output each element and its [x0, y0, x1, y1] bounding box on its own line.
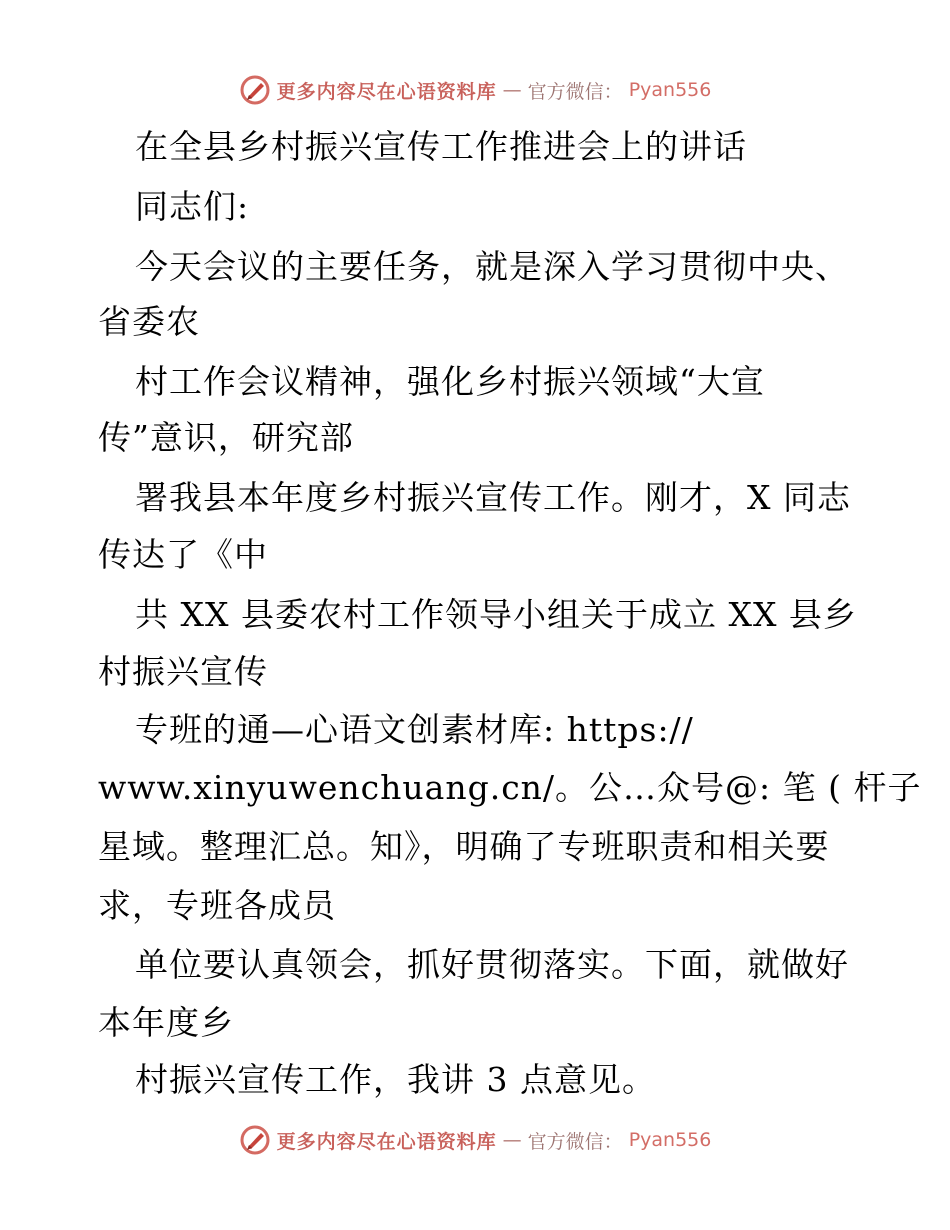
- footer-watermark: [0, 1120, 950, 1160]
- salutation: 同志们:: [135, 187, 250, 226]
- paragraph-line: 星域。整理汇总。知》，明确了专班职责和相关要: [98, 827, 830, 866]
- paragraph-line: 署我县本年度乡村振兴宣传工作。刚才，X 同志: [135, 478, 851, 517]
- pen-logo-icon: [239, 1124, 271, 1156]
- paragraph-line: 单位要认真领会，抓好贯彻落实。下面，就做好: [135, 945, 849, 984]
- watermark-official-label: 官方微信：: [527, 1130, 623, 1153]
- paragraph-line: 省委农: [98, 302, 200, 341]
- paragraph-line: www.xinyuwenchuang.cn/。公…众号@: 笔 ( 杆子: [98, 768, 922, 807]
- document-title: 在全县乡村振兴宣传工作推进会上的讲话: [135, 127, 747, 166]
- paragraph-line: 村工作会议精神，强化乡村振兴领域“大宣: [135, 362, 765, 401]
- watermark-separator: —: [502, 79, 522, 101]
- paragraph-line: 专班的通—心语文创素材库: https://: [135, 710, 694, 749]
- watermark-brand: 更多内容尽在心语资料库: [276, 80, 497, 103]
- paragraph-line: 求，专班各成员: [98, 886, 336, 925]
- watermark-wechat-id: Pyan556: [628, 1129, 712, 1151]
- paragraph-line: 村振兴宣传: [98, 652, 268, 691]
- paragraph-line: 传达了《中: [98, 535, 268, 574]
- watermark-separator: —: [502, 1129, 522, 1151]
- paragraph-line: 今天会议的主要任务，就是深入学习贯彻中央、: [135, 247, 849, 286]
- watermark-wechat-id: Pyan556: [628, 79, 712, 101]
- watermark-brand: 更多内容尽在心语资料库: [276, 1130, 497, 1153]
- paragraph-line: 共 XX 县委农村工作领导小组关于成立 XX 县乡: [135, 595, 857, 634]
- paragraph-line: 传”意识，研究部: [98, 418, 354, 457]
- paragraph-line: 本年度乡: [98, 1003, 234, 1042]
- paragraph-line: 村振兴宣传工作，我讲 3 点意见。: [135, 1060, 656, 1099]
- watermark-official-label: 官方微信：: [527, 80, 623, 103]
